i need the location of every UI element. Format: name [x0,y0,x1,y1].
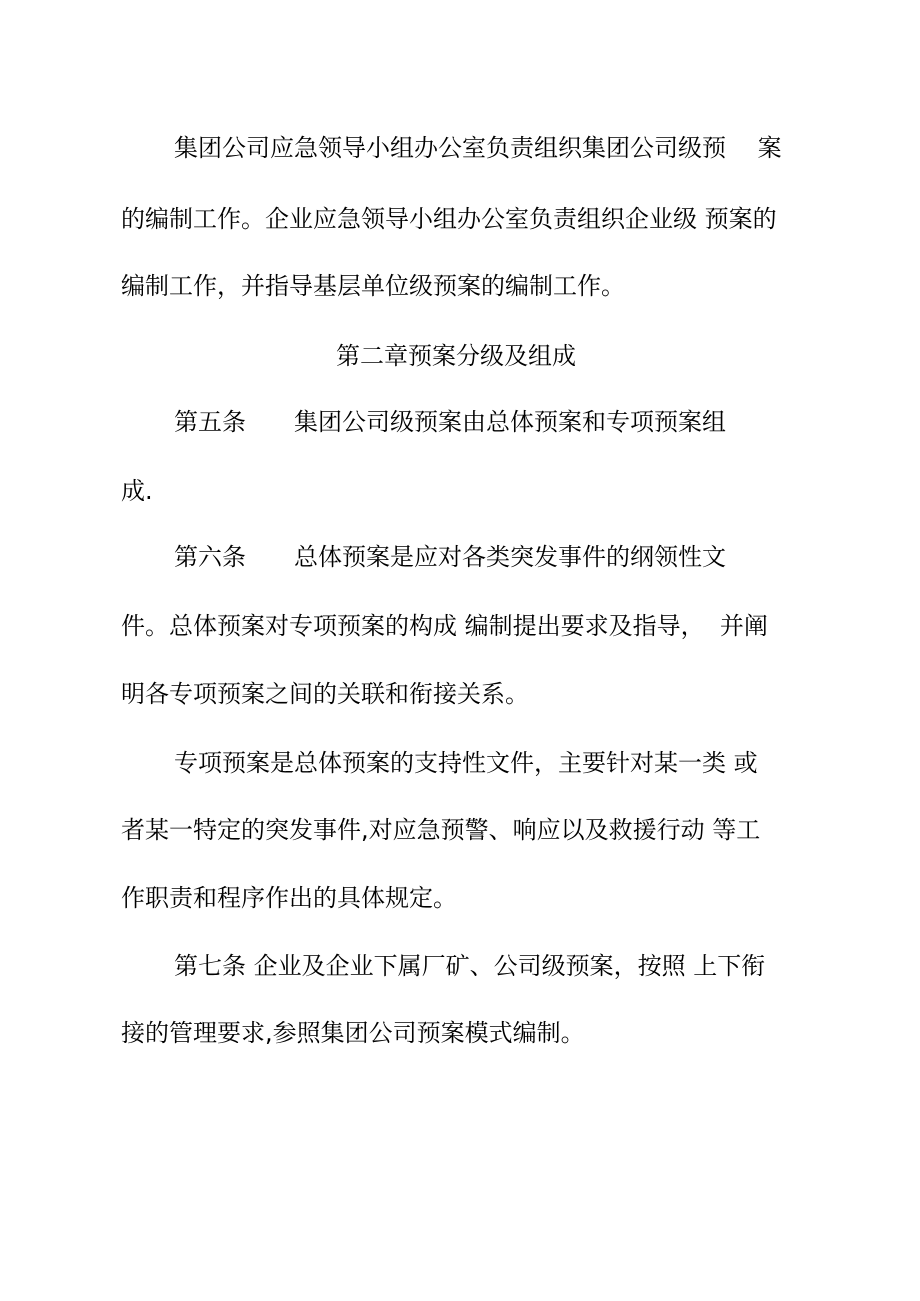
paragraph-line: 的编制工作。企业应急领导小组办公室负责组织企业级 预案的 [121,205,777,233]
paragraph-line: 编制工作，并指导基层单位级预案的编制工作。 [121,272,625,300]
paragraph-line: 集团公司应急领导小组办公室负责组织集团公司级预 案 [174,134,782,162]
paragraph-line: 第五条 集团公司级预案由总体预案和专项预案组 [174,408,726,436]
paragraph-line: 件。总体预案对专项预案的构成 编制提出要求及指导， 并阐 [121,612,768,640]
paragraph-line: 明各专项预案之间的关联和衔接关系。 [121,680,529,708]
paragraph-line: 者某一特定的突发事件,对应急预警、响应以及救援行动 等工 [121,816,761,844]
paragraph-line: 接的管理要求,参照集团公司预案模式编制。 [121,1019,585,1047]
paragraph-line: 成. [121,477,153,505]
paragraph-line: 第六条 总体预案是应对各类突发事件的纲领性文 [174,543,726,571]
chapter-heading: 第二章预案分级及组成 [336,342,576,370]
paragraph-line: 专项预案是总体预案的支持性文件，主要针对某一类 或 [174,749,758,777]
paragraph-line: 第七条 企业及企业下属厂矿、公司级预案，按照 上下衔 [174,952,766,980]
paragraph-line: 作职责和程序作出的具体规定。 [121,884,457,912]
